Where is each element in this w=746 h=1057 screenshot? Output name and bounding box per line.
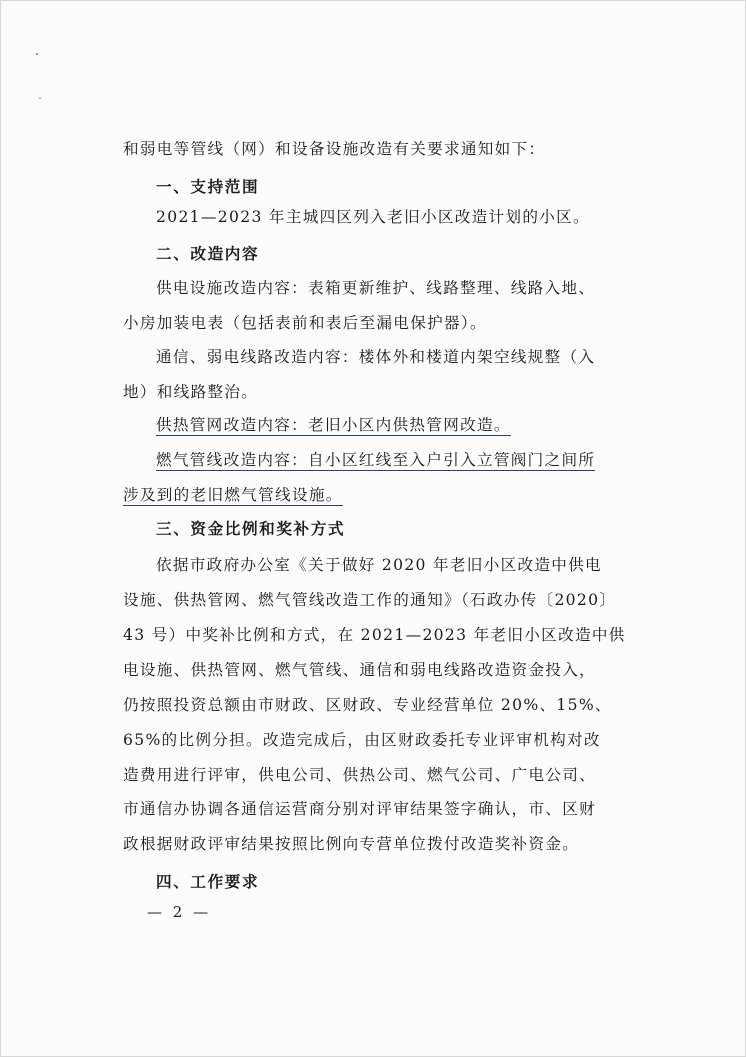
page-number: — 2 —: [147, 903, 212, 921]
body-line-heating: [156, 414, 511, 436]
body-line-gas-2: [123, 484, 343, 506]
body-line-funding-8: 市通信办协调各通信运营商分别对评审结果签字确认，市、区财: [123, 800, 597, 818]
body-line-telecom-2: 地）和线路整治。: [123, 383, 259, 401]
body-line-funding-7: 造费用进行评审，供电公司、供热公司、燃气公司、广电公司、: [123, 766, 597, 784]
body-line-scope: 2021—2023 年主城四区列入老旧小区改造计划的小区。: [156, 208, 590, 226]
body-line-funding-4: 电设施、供热管网、燃气管线、通信和弱电线路改造资金投入，: [123, 661, 597, 679]
section-heading-funding: 三、资金比例和奖补方式: [156, 520, 346, 538]
body-line-gas-1: [156, 449, 595, 471]
body-line-funding-6: 65%的比例分担。改造完成后，由区财政委托专业评审机构对改: [123, 731, 601, 749]
body-line-power-1: 供电设施改造内容：表箱更新维护、线路整理、线路入地、: [156, 279, 596, 297]
handwritten-underline: 涉及到的老旧燃气管线设施。: [123, 486, 343, 504]
scan-speck: [36, 53, 38, 55]
body-line-funding-1: 依据市政府办公室《关于做好 2020 年老旧小区改造中供电: [156, 556, 602, 574]
body-line-funding-5: 仍按照投资总额由市财政、区财政、专业经营单位 20%、15%、: [123, 696, 612, 714]
scan-speck: [39, 97, 41, 99]
handwritten-underline: 燃气管线改造内容：自小区红线至入户引入立管阀门之间所: [156, 451, 596, 469]
section-heading-content: 二、改造内容: [156, 245, 260, 263]
body-line-power-2: 小房加装电表（包括表前和表后至漏电保护器）。: [123, 314, 487, 332]
body-line-funding-3: 43 号）中奖补比例和方式，在 2021—2023 年老旧小区改造中供: [123, 626, 626, 644]
body-line-funding-9: 政根据财政评审结果按照比例向专营单位拨付改造奖补资金。: [123, 835, 580, 853]
section-heading-scope: 一、支持范围: [156, 178, 260, 196]
body-line-intro: 和弱电等管线（网）和设备设施改造有关要求通知如下：: [123, 140, 546, 158]
body-line-funding-2: 设施、供热管网、燃气管线改造工作的通知》（石政办传〔2020〕: [123, 591, 617, 609]
body-line-telecom-1: 通信、弱电线路改造内容：楼体外和楼道内架空线规整（入: [156, 348, 596, 366]
handwritten-underline: 供热管网改造内容：老旧小区内供热管网改造。: [156, 416, 511, 434]
section-heading-requirements: 四、工作要求: [156, 873, 260, 891]
